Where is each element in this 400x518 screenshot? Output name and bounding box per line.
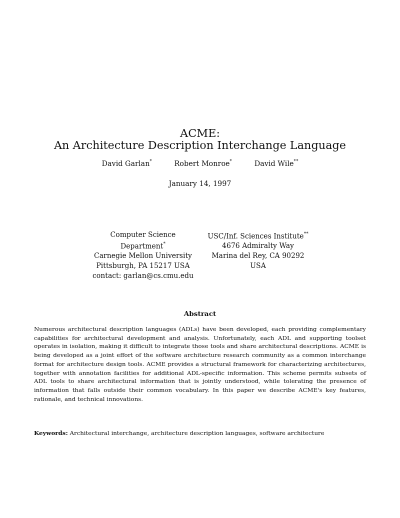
affiliation-line: Carnegie Mellon University <box>93 252 193 261</box>
affiliation-dept: USC/Inf. Sciences Institute <box>207 232 304 241</box>
abstract-body: Numerous architectural description languages (ADLs) have been developed, each providing complementary capabilities for architectural development and analysis. Unfortunately, each ADL and supporting toolset operates in isolation, making it difficult to integrate those tools and share architectural descriptions. ACME is being developed as a joint effort of the software architecture research community as a common interchange format for architecture design tools. ACME provides a structural framework for characterizing architectures, together with annotation facilities for additional ADL-specific information. This scheme permits subsets of ADL tools to share architectural information that is jointly understood, while tolerating the presence of information that falls outside their common vocabulary. In this paper we describe ACME's key features, rationale, and technical innovations. <box>34 327 366 403</box>
abstract-heading: Abstract <box>183 310 217 318</box>
author-garlan <box>102 159 152 168</box>
author-mark: ** <box>293 159 299 165</box>
keywords-line <box>34 430 366 438</box>
paper-title-line-2: An Architecture Description Interchange Language <box>53 139 347 152</box>
author-monroe <box>174 159 232 168</box>
author-mark: * <box>149 159 152 165</box>
affiliation-mark: * <box>163 242 166 247</box>
author-list <box>0 159 400 168</box>
author-name: Robert Monroe <box>174 159 230 168</box>
affiliation-usc <box>203 230 313 271</box>
affiliation-cmu <box>88 230 198 281</box>
keywords-text: Architectural interchange, architecture description languages, software architecture <box>69 431 325 437</box>
author-name: David Wile <box>254 159 294 168</box>
affiliation-line: Pittsburgh, PA 15217 USA <box>96 262 190 271</box>
paper-title-line-1: ACME: <box>179 127 221 140</box>
affiliation-mark: ** <box>303 232 309 237</box>
author-name: David Garlan <box>101 159 150 168</box>
keywords-label: Keywords: <box>34 430 68 437</box>
author-wile <box>254 159 298 168</box>
affiliation-line: Marina del Rey, CA 90292 USA <box>211 252 305 271</box>
contact-email: contact: garlan@cs.cmu.edu <box>92 272 194 281</box>
author-mark: * <box>229 159 233 165</box>
affiliation-dept: Computer Science Department <box>110 231 176 251</box>
paper-date: January 14, 1997 <box>168 179 232 188</box>
affiliation-line: 4676 Admiralty Way <box>222 242 294 251</box>
